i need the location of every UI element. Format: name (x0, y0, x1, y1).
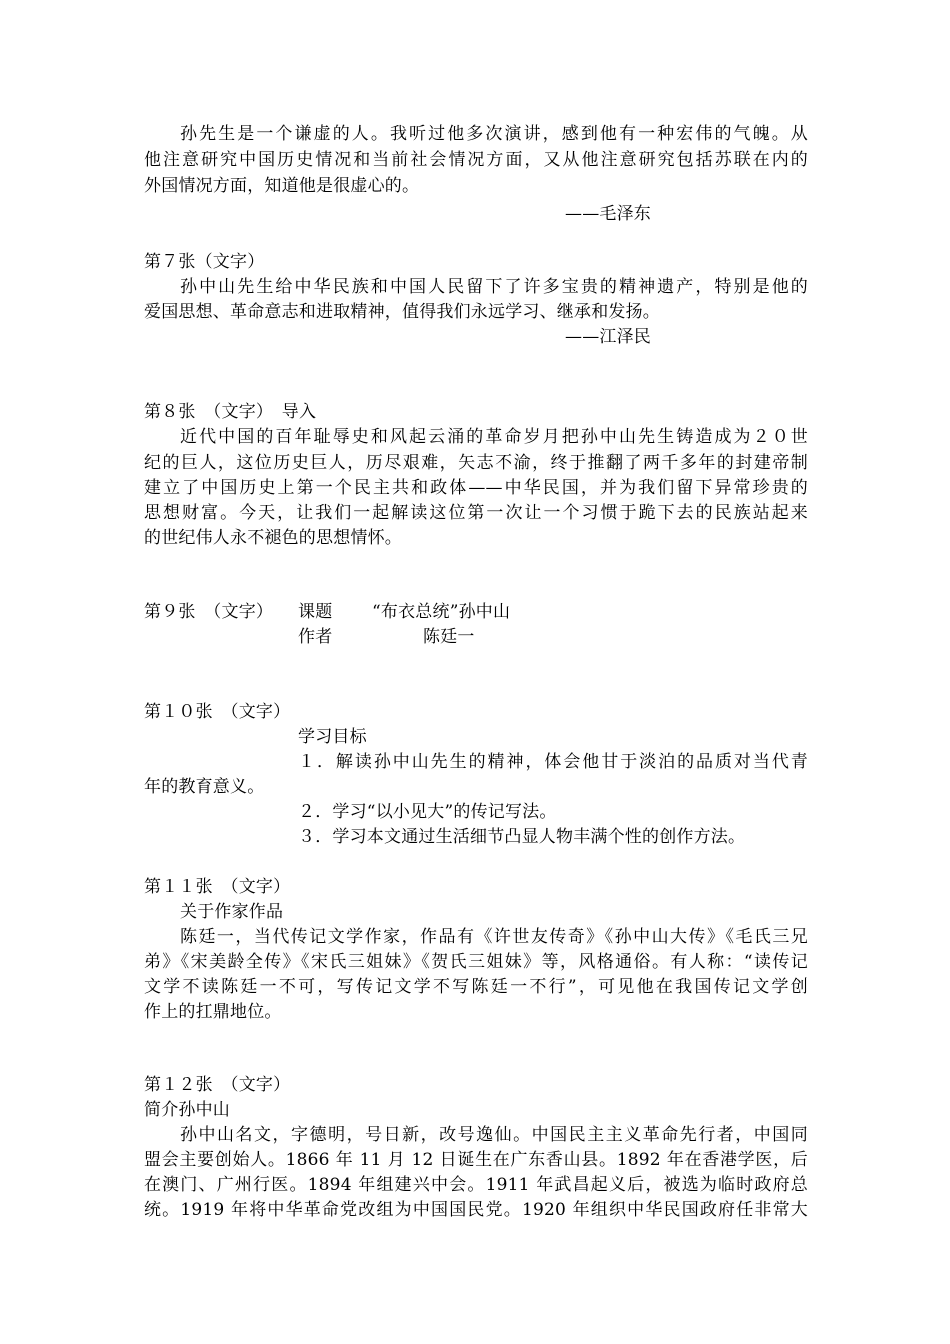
slide7-attribution: ——江泽民 (565, 327, 651, 347)
slide10-subheading: 学习目标 (298, 727, 367, 747)
slide9-author-value: 陈廷一 (423, 627, 475, 647)
slide8-line-5: 的世纪伟人永不褪色的思想情怀。 (144, 528, 402, 548)
slide11-subheading: 关于作家作品 (180, 902, 284, 922)
slide12-subheading: 简介孙中山 (144, 1100, 230, 1120)
slide10-item-1-line-1: １．解读孙中山先生的精神，体会他甘于淡泊的品质对当代青 (298, 752, 808, 772)
slide8-line-2: 纪的巨人，这位历史巨人，历尽艰难，矢志不渝，终于推翻了两千多年的封建帝制 (144, 453, 808, 473)
slide11-heading: 第１１张 （文字） (144, 877, 291, 897)
slide7-heading: 第７张（文字） (144, 252, 265, 272)
slide7-line-2: 爱国思想、革命意志和进取精神，值得我们永远学习、继承和发扬。 (144, 302, 660, 322)
quote1-attribution: ——毛泽东 (565, 204, 651, 224)
quote1-line-1: 孙先生是一个谦虚的人。我听过他多次演讲，感到他有一种宏伟的气魄。从 (180, 124, 808, 144)
slide9-topic-value: “布衣总统”孙中山 (372, 602, 511, 622)
slide8-line-4: 思想财富。今天，让我们一起解读这位第一次让一个习惯于跪下去的民族站起来 (144, 503, 808, 523)
slide11-line-1: 陈廷一，当代传记文学作家，作品有《许世友传奇》《孙中山大传》《毛氏三兄 (180, 927, 808, 947)
slide11-line-2: 弟》《宋美龄全传》《宋氏三姐妹》《贺氏三姐妹》等，风格通俗。有人称：“读传记 (144, 952, 808, 972)
slide9-topic-label: 课题 (298, 602, 333, 622)
slide10-item-1-line-2: 年的教育意义。 (144, 777, 265, 797)
quote1-line-2: 他注意研究中国历史情况和当前社会情况方面，又从他注意研究包括苏联在内的 (144, 150, 808, 170)
slide12-line-1: 孙中山名文，字德明，号日新，改号逸仙。中国民主主义革命先行者，中国同 (180, 1125, 808, 1145)
slide9-author-label: 作者 (298, 627, 333, 647)
slide10-item-3: ３．学习本文通过生活细节凸显人物丰满个性的创作方法。 (298, 827, 746, 847)
slide8-heading: 第８张 （文字） 导入 (144, 402, 317, 422)
slide12-line-2: 盟会主要创始人。1866 年 11 月 12 日诞生在广东香山县。1892 年在香港学医，后 (144, 1150, 808, 1170)
slide8-line-3: 建立了中国历史上第一个民主共和政体——中华民国，并为我们留下异常珍贵的 (144, 478, 808, 498)
slide9-heading: 第９张 （文字） (144, 602, 274, 622)
slide11-line-3: 文学不读陈廷一不可，写传记文学不写陈廷一不行”，可见他在我国传记文学创 (144, 977, 808, 997)
slide11-line-4: 作上的扛鼎地位。 (144, 1002, 282, 1022)
slide10-heading: 第１０张 （文字） (144, 702, 291, 722)
slide12-line-3: 在澳门、广州行医。1894 年组建兴中会。1911 年武昌起义后，被选为临时政府总 (144, 1175, 808, 1195)
slide12-heading: 第１２张 （文字） (144, 1075, 291, 1095)
slide8-line-1: 近代中国的百年耻辱史和风起云涌的革命岁月把孙中山先生铸造成为２０世 (180, 427, 808, 447)
quote1-line-3: 外国情况方面，知道他是很虚心的。 (144, 176, 420, 196)
slide10-item-2: ２．学习“以小见大”的传记写法。 (298, 802, 557, 822)
slide7-line-1: 孙中山先生给中华民族和中国人民留下了许多宝贵的精神遗产，特别是他的 (180, 277, 808, 297)
slide12-line-4: 统。1919 年将中华革命党改组为中国国民党。1920 年组织中华民国政府任非常大 (144, 1200, 808, 1220)
